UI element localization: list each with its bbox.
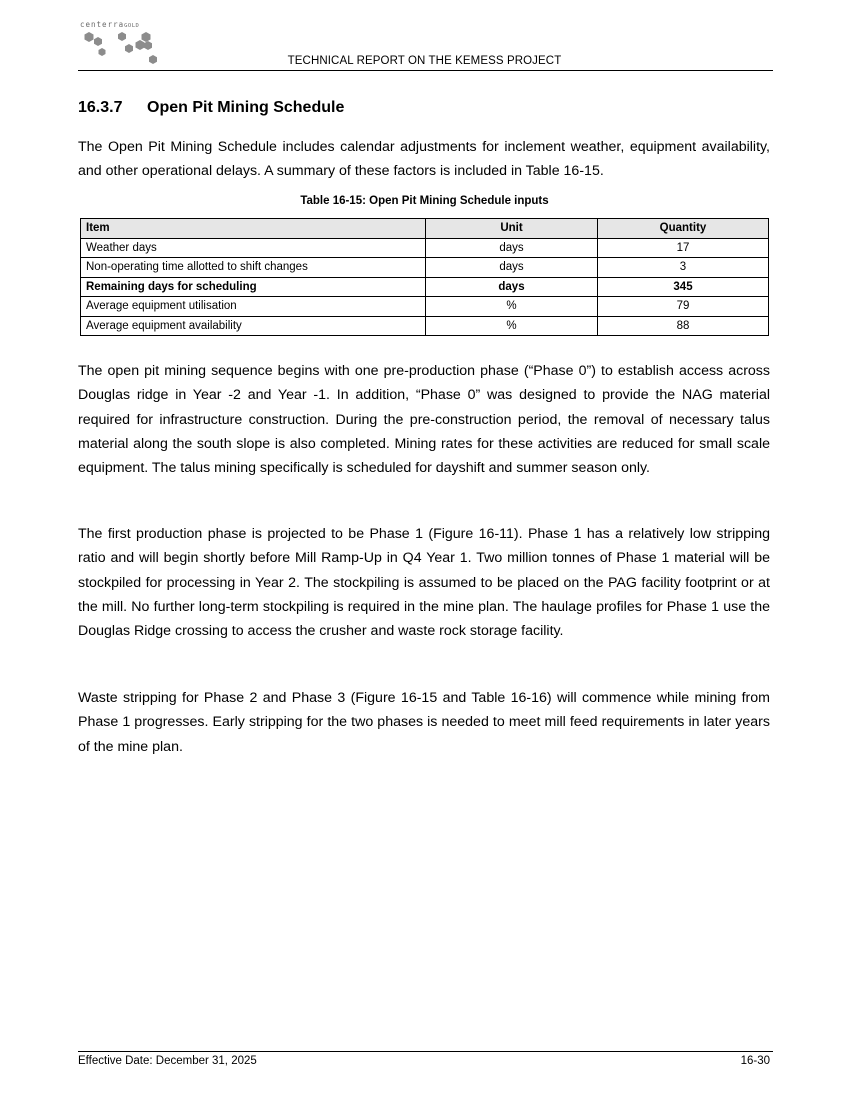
table-row — [81, 258, 769, 278]
cell-quantity: 3 — [598, 258, 769, 278]
table-row — [81, 238, 769, 258]
section-title: Open Pit Mining Schedule — [147, 99, 345, 116]
header-unit: Unit — [426, 219, 598, 239]
intro-paragraph: The Open Pit Mining Schedule includes calendar adjustments for inclement weather, equipment availability, and other operational delays. A summary of these factors is included in Table 16-15. — [78, 139, 770, 180]
cell-quantity: 17 — [598, 238, 769, 258]
effective-date: Effective Date: December 31, 2025 — [78, 1055, 257, 1067]
cell-quantity: 88 — [598, 316, 769, 336]
cell-item: Average equipment availability — [81, 316, 426, 336]
schedule-inputs-table — [80, 218, 769, 336]
header-item: Item — [81, 219, 426, 239]
table-header-row — [81, 219, 769, 239]
table-row — [81, 316, 769, 336]
report-header-title: TECHNICAL REPORT ON THE KEMESS PROJECT — [287, 55, 562, 67]
header-divider — [78, 70, 773, 71]
cell-quantity: 345 — [598, 277, 769, 297]
section-number: 16.3.7 — [78, 99, 123, 116]
table-row-total — [81, 277, 769, 297]
cell-item: Weather days — [81, 238, 426, 258]
cell-unit: % — [426, 297, 598, 317]
cell-unit: days — [426, 258, 598, 278]
table-row — [81, 297, 769, 317]
header-quantity: Quantity — [598, 219, 769, 239]
cell-item: Average equipment utilisation — [81, 297, 426, 317]
table-caption: Table 16-15: Open Pit Mining Schedule inputs — [300, 195, 549, 207]
section-heading — [78, 99, 344, 117]
cell-unit: days — [426, 277, 598, 297]
logo-wordmark: centerraGOLD — [80, 20, 140, 29]
cell-item: Non-operating time allotted to shift changes — [81, 258, 426, 278]
cell-unit: % — [426, 316, 598, 336]
footer-divider — [78, 1051, 773, 1052]
page-number: 16-30 — [740, 1055, 770, 1067]
waste-stripping-paragraph: Waste stripping for Phase 2 and Phase 3 (Figure 16-15 and Table 16-16) will commence while mining from Phase 1 progresses. Early stripping for the two phases is needed to meet mill feed requirements in later years of the mine plan. — [78, 690, 770, 755]
mining-sequence-paragraph: The open pit mining sequence begins with one pre-production phase (“Phase 0”) to establish access across Douglas ridge in Year -2 and Year -1. In addition, “Phase 0” was designed to provide the NAG material required for infrastructure construction. During the pre-construction period, the removal of necessary talus material along the south slope is also completed. Mining rates for these activities are reduced for small scale equipment. The talus mining specifically is scheduled for dayshift and summer season only. — [78, 363, 770, 477]
first-production-paragraph: The first production phase is projected to be Phase 1 (Figure 16-11). Phase 1 has a relatively low stripping ratio and will begin shortly before Mill Ramp-Up in Q4 Year 1. Two million tonnes of Phase 1 material will be stockpiled for processing in Year 2. The stockpiling is assumed to be placed on the PAG facility footprint or at the mill. No further long-term stockpiling is required in the mine plan. The haulage profiles for Phase 1 use the Douglas Ridge crossing to access the crusher and waste rock storage facility. — [78, 526, 770, 640]
cell-item: Remaining days for scheduling — [81, 277, 426, 297]
cell-quantity: 79 — [598, 297, 769, 317]
cell-unit: days — [426, 238, 598, 258]
